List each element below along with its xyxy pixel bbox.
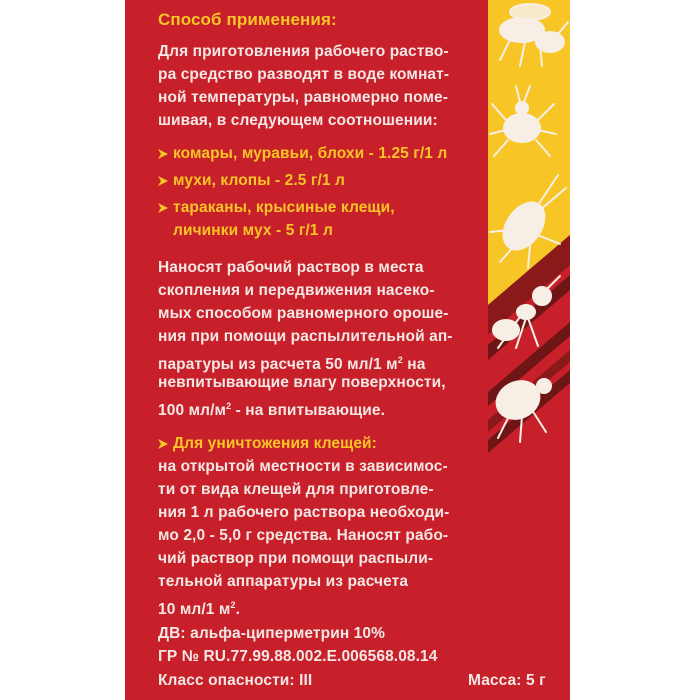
insect-decor-band xyxy=(480,0,570,700)
ratio-flies: мухи, клопы - 2.5 г/1 л xyxy=(173,172,345,189)
ticks-line-3: ния 1 л рабочего раствора необходи- xyxy=(158,504,450,521)
application-line-6: невпитывающие влагу поверхности, xyxy=(158,374,446,391)
application-line-2: скопления и передвижения насеко- xyxy=(158,282,435,299)
intro-line-4: шивая, в следующем соотношении: xyxy=(158,112,438,129)
ticks-line-7: 10 мл/1 $м^2$. xyxy=(158,600,240,618)
application-line-4: ния при помощи распылительной ап- xyxy=(158,328,453,345)
hazard-class: Класс опасности: III xyxy=(158,672,313,689)
intro-line-1: Для приготовления рабочего раство- xyxy=(158,43,449,60)
ticks-line-1: на открытой местности в зависимос- xyxy=(158,458,448,475)
application-line-1: Наносят рабочий раствор в места xyxy=(158,259,424,276)
intro-line-3: ной температуры, равномерно поме- xyxy=(158,89,449,106)
bullet-arrow-icon xyxy=(158,439,168,449)
active-ingredient: ДВ: альфа-циперметрин 10% xyxy=(158,625,386,642)
bullet-arrow-icon xyxy=(158,149,168,159)
intro-line-2: ра средство разводят в воде комнат- xyxy=(158,66,450,83)
mass-label: Масса: 5 г xyxy=(468,672,546,689)
application-line-5: паратуры из расчета 50 мл/1 $м^2$ на xyxy=(158,355,426,373)
ticks-line-2: ти от вида клещей для приготовле- xyxy=(158,481,434,498)
ratio-cockroaches-line-2: личинки мух - 5 г/1 л xyxy=(173,222,333,239)
bullet-arrow-icon xyxy=(158,176,168,186)
method-heading: Способ применения: xyxy=(158,10,337,29)
ratio-cockroaches-line-1: тараканы, крысиные клещи, xyxy=(173,199,395,216)
ticks-line-6: тельной аппаратуры из расчета xyxy=(158,573,409,590)
bullet-arrow-icon xyxy=(158,203,168,213)
application-line-7: 100 $мл/м^2$ - на впитывающие. xyxy=(158,401,385,419)
ticks-line-4: мо 2,0 - 5,0 г средства. Наносят рабо- xyxy=(158,527,449,544)
ticks-heading: Для уничтожения клещей: xyxy=(173,435,377,452)
insect-band-graphic xyxy=(480,0,570,700)
application-line-3: мых способом равномерного ороше- xyxy=(158,305,449,322)
ticks-line-5: чий раствор при помощи распыли- xyxy=(158,550,434,567)
registration-number: ГР № RU.77.99.88.002.Е.006568.08.14 xyxy=(158,648,438,665)
ratio-mosquitoes: комары, муравьи, блохи - 1.25 г/1 л xyxy=(173,145,448,162)
